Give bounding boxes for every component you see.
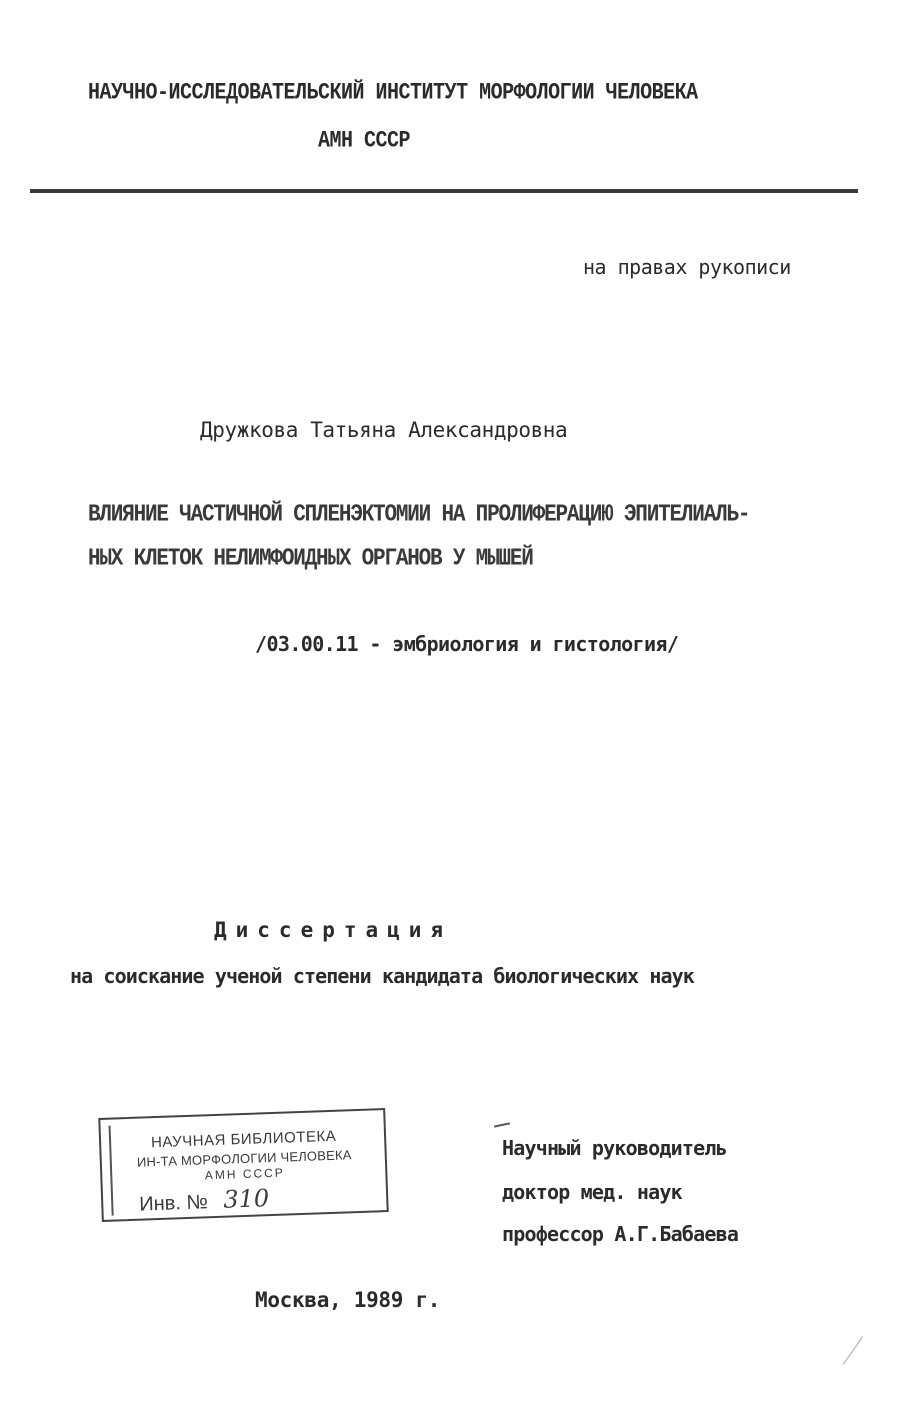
pen-tick-mark [494,1122,510,1127]
academy-name: АМН СССР [318,128,411,155]
work-type-heading: Диссертация [214,918,453,942]
place-and-date: Москва, 1989 г. [255,1288,441,1312]
thesis-title-line-2: НЫХ КЛЕТОК НЕЛИМФОИДНЫХ ОРГАНОВ У МЫШЕЙ [88,546,533,573]
stamp-inventory-label: Инв. № [138,1191,209,1216]
institute-name: НАУЧНО-ИССЛЕДОВАТЕЛЬСКИЙ ИНСТИТУТ МОРФОЛОГИИ ЧЕЛОВЕКА [88,80,698,107]
stamp-inventory-number: 310 [222,1184,270,1214]
stamp-inner-frame [109,1116,379,1215]
supervisor-name: профессор А.Г.Бабаева [502,1222,739,1246]
scan-artifact-mark [843,1336,863,1364]
header-divider [30,189,858,193]
stamp-inventory [139,1184,270,1217]
stamp-library-line: НАУЧНАЯ БИБЛИОТЕКА [150,1127,337,1152]
manuscript-rights-note: на правах рукописи [583,255,791,279]
author-name: Дружкова Татьяна Александровна [200,418,568,442]
thesis-title-line-1: ВЛИЯНИЕ ЧАСТИЧНОЙ СПЛЕНЭКТОМИИ НА ПРОЛИФЕРАЦИЮ ЭПИТЕЛИАЛЬ- [88,502,750,529]
supervisor-degree: доктор мед. наук [502,1180,682,1204]
library-stamp [98,1108,388,1222]
degree-sought: на соискание ученой степени кандидата биологических наук [70,964,694,988]
stamp-institute-line: ИН-ТА МОРФОЛОГИИ ЧЕЛОВЕКА [136,1147,352,1170]
supervisor-role: Научный руководитель [502,1136,727,1160]
specialty-code: /03.00.11 - эмбриология и гистология/ [255,632,679,656]
stamp-academy-line: АМН СССР [204,1165,286,1183]
